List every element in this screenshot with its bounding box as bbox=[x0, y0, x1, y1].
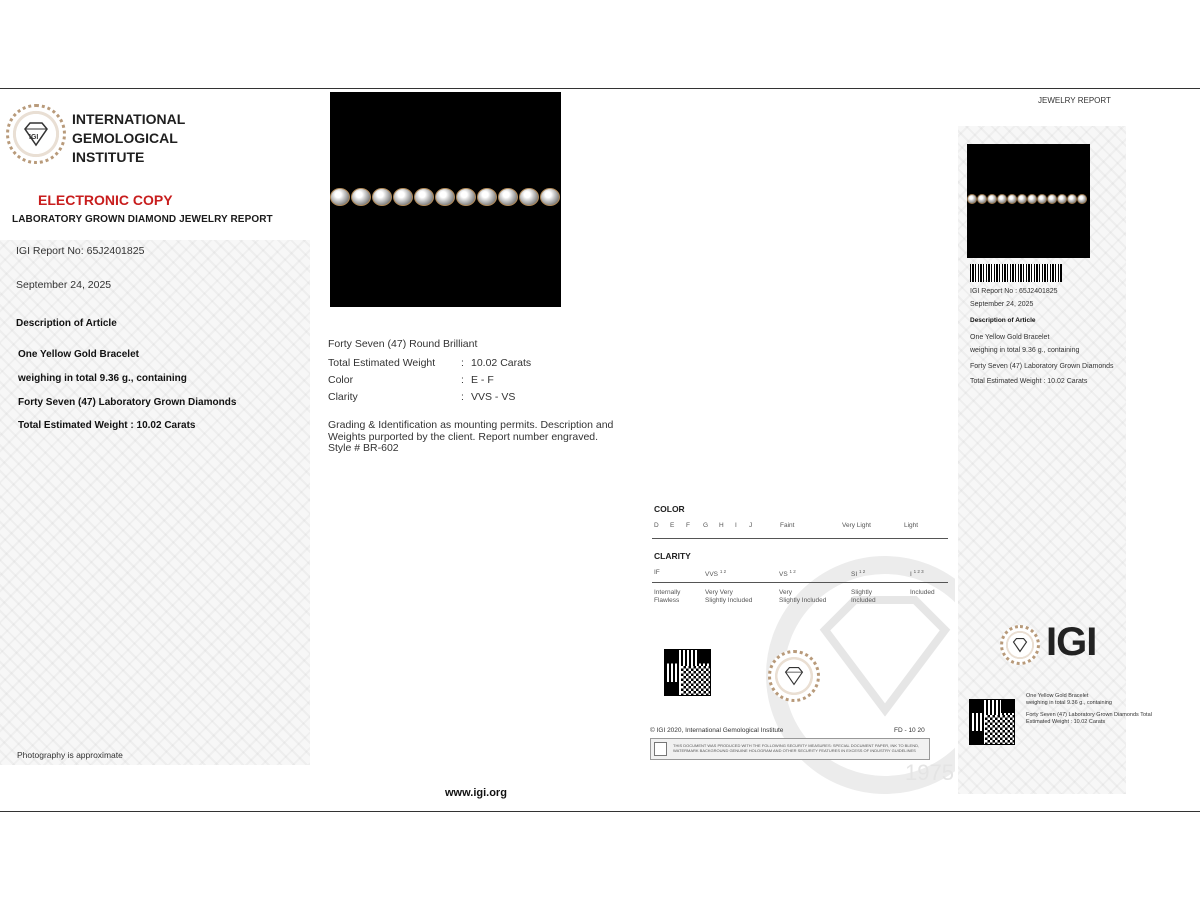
diamond-stone bbox=[1037, 194, 1047, 204]
stub-line: Forty Seven (47) Laboratory Grown Diamonds Total bbox=[1026, 712, 1152, 718]
diamond-stone bbox=[456, 188, 476, 206]
svg-text:IGI: IGI bbox=[29, 134, 39, 141]
bracelet-diamonds bbox=[330, 188, 561, 206]
clarity-sup: 1 2 bbox=[789, 569, 796, 574]
clarity-code: IF bbox=[654, 569, 660, 576]
result-row bbox=[328, 374, 494, 386]
clarity-code bbox=[779, 569, 796, 578]
institute-name-line: GEMOLOGICAL bbox=[72, 130, 178, 146]
copyright: © IGI 2020, International Gemological Institute bbox=[650, 727, 784, 734]
igi-logo-seal-icon bbox=[1000, 625, 1040, 665]
stub-line: weighing in total 9.36 g., containing bbox=[1026, 699, 1112, 706]
clarity-desc-line: Very Very bbox=[705, 589, 733, 596]
clarity-desc-line: Flawless bbox=[654, 597, 680, 604]
color-group: Faint bbox=[780, 522, 795, 529]
description-line: weighing in total 9.36 g., containing bbox=[18, 373, 187, 384]
right-report-date: September 24, 2025 bbox=[970, 301, 1034, 308]
result-value: VVS - VS bbox=[471, 391, 516, 403]
color-letter: E bbox=[670, 522, 675, 529]
stone-shape: Forty Seven (47) Round Brilliant bbox=[328, 338, 478, 350]
barcode-icon bbox=[970, 264, 1062, 282]
clarity-code-text: VVS bbox=[705, 571, 719, 579]
description-line: Total Estimated Weight : 10.02 Carats bbox=[18, 420, 196, 431]
diamond-stone bbox=[372, 188, 392, 206]
diamond-stone bbox=[414, 188, 434, 206]
color-letter: G bbox=[703, 522, 709, 529]
result-sep: : bbox=[461, 357, 464, 369]
clarity-code-text: I bbox=[910, 571, 912, 579]
report-title: LABORATORY GROWN DIAMOND JEWELRY REPORT bbox=[12, 214, 273, 225]
security-lock-icon bbox=[654, 742, 667, 756]
clarity-desc bbox=[654, 589, 680, 605]
diamond-stone bbox=[997, 194, 1007, 204]
clarity-desc bbox=[705, 589, 752, 605]
description-line: One Yellow Gold Bracelet bbox=[18, 349, 139, 360]
diamond-stone bbox=[977, 194, 987, 204]
clarity-desc bbox=[851, 589, 876, 605]
right-description-line: Total Estimated Weight : 10.02 Carats bbox=[970, 378, 1088, 385]
right-description-line: weighing in total 9.36 g., containing bbox=[970, 347, 1080, 354]
result-row bbox=[328, 357, 531, 369]
electronic-copy-label: ELECTRONIC COPY bbox=[38, 192, 173, 208]
clarity-code bbox=[705, 569, 726, 578]
verification-qr-code[interactable] bbox=[665, 650, 710, 695]
color-letter: D bbox=[654, 522, 659, 529]
result-sep: : bbox=[461, 374, 464, 386]
diamond-stone bbox=[1047, 194, 1057, 204]
right-description-heading: Description of Article bbox=[970, 317, 1036, 324]
color-group: Very Light bbox=[842, 522, 871, 529]
description-line: Forty Seven (47) Laboratory Grown Diamonds bbox=[18, 397, 237, 408]
diamond-stone bbox=[519, 188, 539, 206]
jewelry-report-header: JEWELRY REPORT bbox=[1038, 96, 1111, 105]
report-number: IGI Report No: 65J2401825 bbox=[16, 245, 145, 257]
clarity-sup: 1 2 3 bbox=[913, 569, 924, 574]
stub-line: One Yellow Gold Bracelet bbox=[1026, 693, 1089, 699]
color-group: Light bbox=[904, 522, 919, 529]
diamond-stone bbox=[393, 188, 413, 206]
clarity-scale-divider bbox=[652, 582, 948, 583]
result-value: 10.02 Carats bbox=[471, 357, 532, 369]
institute-name-line: INTERNATIONAL bbox=[72, 111, 186, 127]
clarity-code bbox=[910, 569, 924, 578]
security-text: THIS DOCUMENT WAS PRODUCED WITH THE FOLLOWING SECURITY MEASURES: SPECIAL DOCUMENT PAPER, INK TO BLEND, WATERMARK BACKGROUND GENUINE HOLOGRAM AND OTHER SECURITY FEATURES IN EXCESS OF INDUSTRY GUIDELINES bbox=[673, 743, 920, 753]
institute-name-line: INSTITUTE bbox=[72, 149, 145, 165]
clarity-code-text: VS bbox=[779, 571, 788, 579]
igi-seal-icon bbox=[768, 650, 820, 702]
diamond-stone bbox=[1007, 194, 1017, 204]
result-row bbox=[328, 391, 515, 403]
report-date: September 24, 2025 bbox=[16, 279, 112, 291]
right-qr-code[interactable] bbox=[970, 700, 1014, 744]
diamond-stone bbox=[540, 188, 560, 206]
comments: Grading & Identification as mounting permits. Description and Weights purported by the client. Report number engraved. Style # BR-602 bbox=[328, 419, 614, 454]
diamond-stone bbox=[987, 194, 997, 204]
clarity-sup: 1 2 bbox=[858, 569, 866, 574]
clarity-desc-line: Very bbox=[779, 589, 793, 596]
bracelet-thumbnail-diamonds bbox=[967, 194, 1090, 205]
institute-name bbox=[72, 110, 185, 167]
clarity-desc-line: Internally bbox=[654, 589, 681, 596]
diamond-stone bbox=[351, 188, 371, 206]
igi-logo-text: IGI bbox=[1046, 620, 1097, 664]
diamond-stone bbox=[498, 188, 518, 206]
result-key: Total Estimated Weight bbox=[328, 357, 436, 369]
color-letter: F bbox=[686, 522, 690, 529]
clarity-desc bbox=[779, 589, 826, 605]
clarity-code bbox=[851, 569, 865, 578]
color-letter: I bbox=[735, 522, 737, 529]
color-letter: J bbox=[749, 522, 753, 529]
right-report-number: IGI Report No : 65J2401825 bbox=[970, 288, 1058, 295]
diamond-stone bbox=[1017, 194, 1027, 204]
clarity-sup: 1 2 bbox=[719, 569, 727, 574]
result-key: Color bbox=[328, 374, 354, 386]
form-code: FD - 10 20 bbox=[894, 727, 925, 734]
result-value: E - F bbox=[471, 374, 494, 386]
diamond-stone bbox=[1057, 194, 1067, 204]
clarity-desc bbox=[910, 589, 935, 597]
stub-description bbox=[1026, 693, 1176, 725]
diamond-stone bbox=[477, 188, 497, 206]
diamond-stone bbox=[330, 188, 350, 206]
right-description-line: Forty Seven (47) Laboratory Grown Diamonds bbox=[970, 363, 1114, 370]
bracelet-photo bbox=[330, 92, 561, 307]
clarity-desc-line: Slightly bbox=[851, 589, 872, 596]
security-features-box bbox=[650, 738, 930, 760]
diamond-stone bbox=[435, 188, 455, 206]
diamond-stone bbox=[1067, 194, 1077, 204]
stub-line: Estimated Weight : 10.02 Carats bbox=[1026, 718, 1106, 725]
bracelet-thumbnail bbox=[967, 144, 1090, 258]
website-link[interactable]: www.igi.org bbox=[445, 787, 507, 799]
clarity-desc-line: Included bbox=[910, 589, 935, 596]
watermark-year: 1975 bbox=[905, 760, 954, 785]
color-scale-divider bbox=[652, 538, 948, 539]
right-description-line: One Yellow Gold Bracelet bbox=[970, 334, 1050, 341]
clarity-desc-line: Slightly Included bbox=[779, 597, 827, 604]
clarity-scale-heading: CLARITY bbox=[654, 551, 691, 561]
result-key: Clarity bbox=[328, 391, 358, 403]
color-letter: H bbox=[719, 522, 724, 529]
clarity-desc-line: Included bbox=[851, 597, 876, 604]
igi-seal-icon bbox=[6, 104, 66, 164]
photography-note: Photography is approximate bbox=[17, 750, 123, 760]
result-sep: : bbox=[461, 391, 464, 403]
description-heading: Description of Article bbox=[16, 318, 117, 329]
clarity-code-text: SI bbox=[851, 571, 858, 579]
color-scale-heading: COLOR bbox=[654, 504, 685, 514]
diamond-stone bbox=[1027, 194, 1037, 204]
clarity-desc-line: Slightly Included bbox=[705, 597, 753, 604]
diamond-stone bbox=[967, 194, 977, 204]
diamond-stone bbox=[1077, 194, 1087, 204]
